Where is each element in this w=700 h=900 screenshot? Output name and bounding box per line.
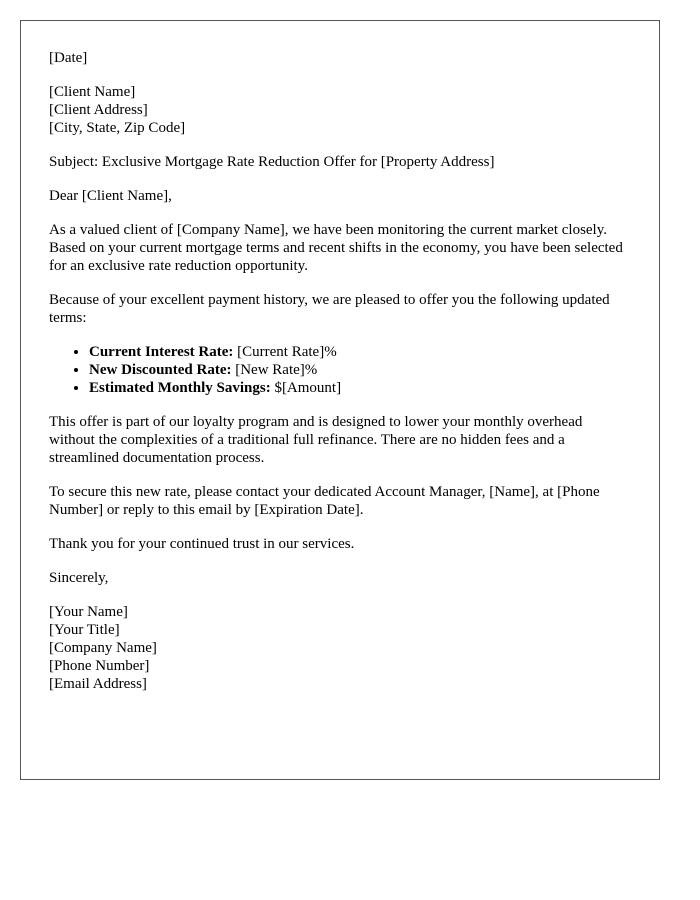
term-new-rate <box>89 361 631 379</box>
body-paragraph-offer: Because of your excellent payment history, we are pleased to offer you the following updated terms: <box>49 292 610 326</box>
terms-list <box>49 343 631 397</box>
recipient-name: [Client Name] <box>49 84 136 100</box>
signature-block <box>49 603 631 693</box>
letter-page <box>20 20 660 780</box>
letter-subject: Subject: Exclusive Mortgage Rate Reduction Offer for [Property Address] <box>49 154 495 170</box>
signature-title: [Your Title] <box>49 622 120 638</box>
body-paragraph-contact: To secure this new rate, please contact your dedicated Account Manager, [Name], at [Phone Number] or reply to this email by [Expiration Date]. <box>49 484 600 518</box>
term-monthly-savings <box>89 379 631 397</box>
term-label: New Discounted Rate: <box>89 362 232 378</box>
letter-date: [Date] <box>49 50 88 66</box>
term-label: Estimated Monthly Savings: <box>89 380 271 396</box>
signature-email: [Email Address] <box>49 676 147 692</box>
term-current-rate <box>89 343 631 361</box>
recipient-city-state-zip: [City, State, Zip Code] <box>49 120 186 136</box>
term-value: [New Rate]% <box>231 362 318 378</box>
body-paragraph-intro: As a valued client of [Company Name], we have been monitoring the current market closely. Based on your current mortgage terms and recent shifts in the economy, you have been selected for an exclusive rate reduction opportunity. <box>49 222 623 274</box>
recipient-address: [Client Address] <box>49 102 148 118</box>
signature-company: [Company Name] <box>49 640 157 656</box>
term-value: $[Amount] <box>270 380 342 396</box>
body-paragraph-thanks: Thank you for your continued trust in our services. <box>49 536 355 552</box>
recipient-address-block <box>49 83 631 137</box>
term-label: Current Interest Rate: <box>89 344 234 360</box>
signature-phone: [Phone Number] <box>49 658 150 674</box>
body-paragraph-loyalty: This offer is part of our loyalty program and is designed to lower your monthly overhead without the complexities of a traditional full refinance. There are no hidden fees and a streamlined documentation process. <box>49 414 583 466</box>
letter-closing: Sincerely, <box>49 570 109 586</box>
letter-salutation: Dear [Client Name], <box>49 188 172 204</box>
term-value: [Current Rate]% <box>233 344 337 360</box>
signature-name: [Your Name] <box>49 604 128 620</box>
